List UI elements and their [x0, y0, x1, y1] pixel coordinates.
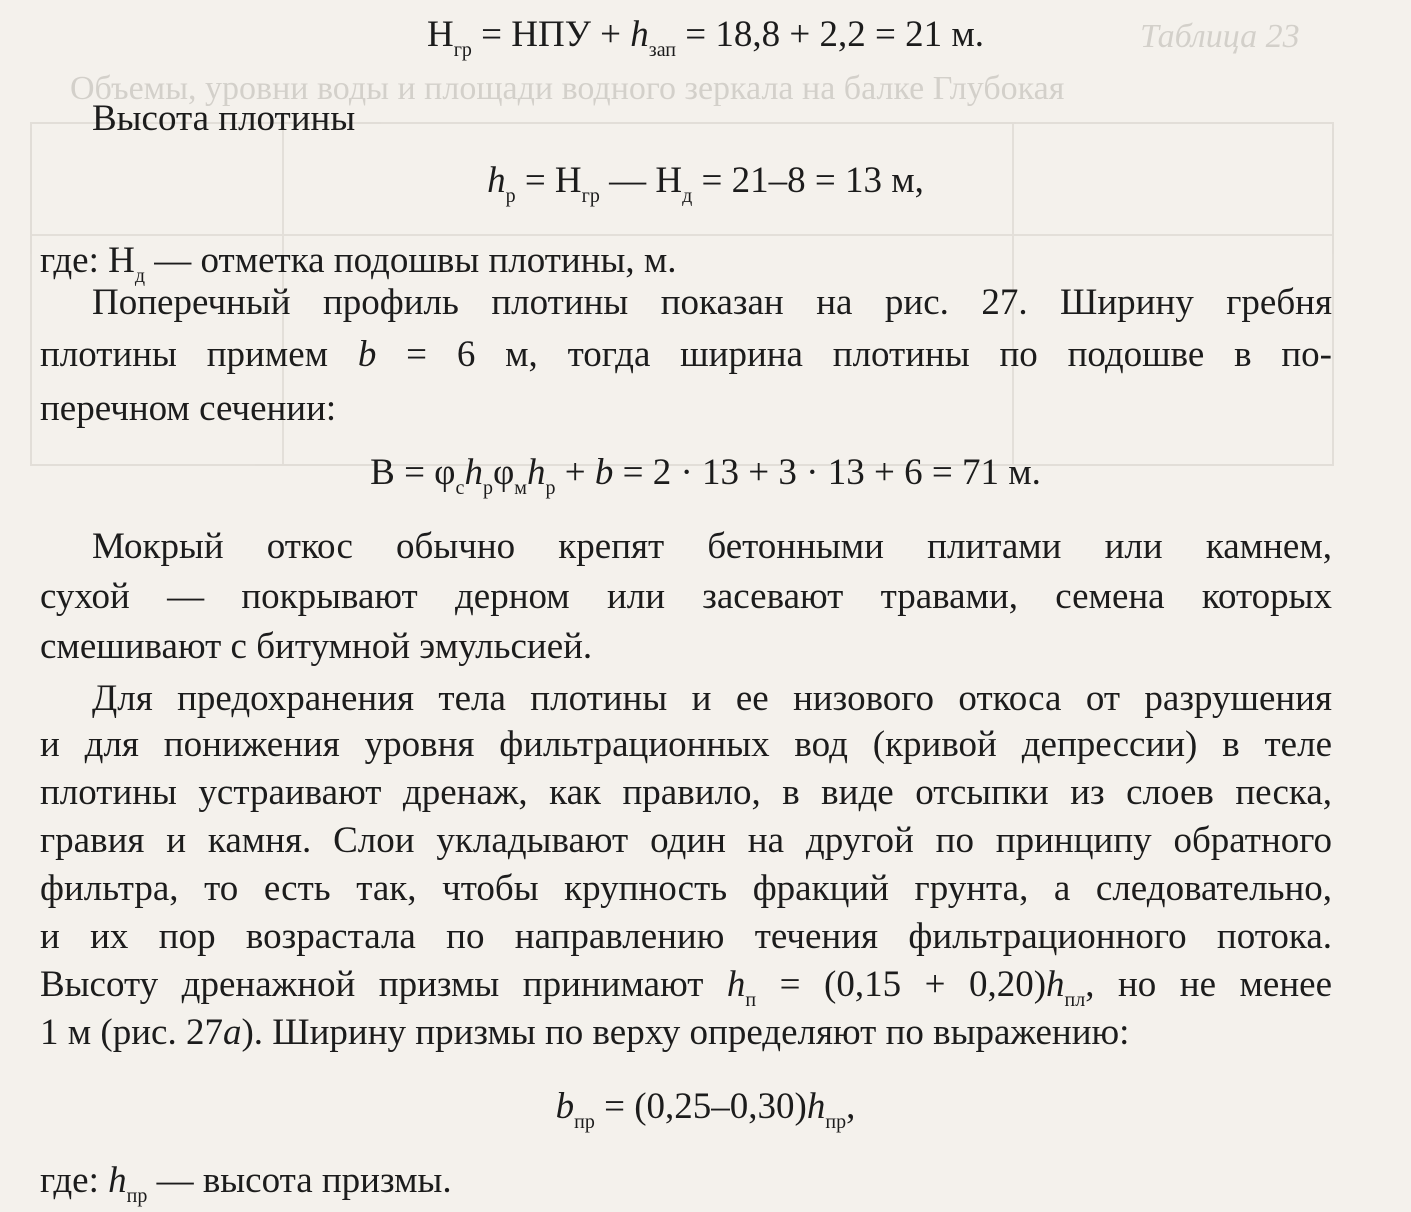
paragraph-profile-line-1: Поперечный профиль плотины показан на рис. 27. Ширину гребня — [92, 282, 1332, 323]
paragraph-drain-line-3: плотины устраивают дренаж, как правило, в виде отсыпки из слоев песка, — [40, 772, 1332, 813]
paragraph-profile-line-2: плотины примем b = 6 м, тогда ширина плотины по подошве в по- — [40, 334, 1333, 375]
paragraph-drain-line-8: 1 м (рис. 27а). Ширину призмы по верху определяют по выражению: — [40, 1012, 1130, 1053]
paragraph-drain-line-1: Для предохранения тела плотины и ее низового откоса от разрушения — [92, 678, 1332, 719]
paragraph-drain-line-7: Высоту дренажной призмы принимают $h_п = (0,15 + 0,20)h_{пл}$, но не менее — [40, 964, 1332, 1011]
formula-dam-height: $h_р = Н_{гр}$ — $Н_д = 21-8 = 13$ м, — [487, 160, 924, 207]
paragraph-drain-line-2: и для понижения уровня фильтрационных вод (кривой депрессии) в теле — [40, 724, 1332, 765]
paragraph-slope-line-3: смешивают с битумной эмульсией. — [40, 626, 593, 667]
formula-base-width: $В = \varphi_сh_р\varphi_мh_р + b = 2 \cdot 13 + 3 \cdot 13 + 6 = 71$ м. — [370, 452, 1041, 499]
paragraph-drain-line-4: гравия и камня. Слои укладывают один на другой по принципу обратного — [40, 820, 1332, 861]
paragraph-drain-line-5: фильтра, то есть так, чтобы крупность фракций грунта, а следовательно, — [40, 868, 1332, 909]
paragraph-slope-line-1: Мокрый откос обычно крепят бетонными плитами или камнем, — [92, 526, 1332, 567]
paragraph-profile-line-3: перечном сечении: — [40, 388, 337, 429]
paragraph-slope-line-2: сухой — покрывают дерном или засевают травами, семена которых — [40, 576, 1332, 617]
paragraph-drain-line-6: и их пор возрастала по направлению течения фильтрационного потока. — [40, 916, 1332, 957]
formula-crest-elevation: $Н_{гр}$ = НПУ + $h_{зап} = 18,8 + 2,2 = 21$ м. — [426, 14, 985, 61]
bleed-table-title: Объемы, уровни воды и площади водного зеркала на балке Глубокая — [70, 70, 1065, 107]
bleed-table-caption: Таблица 23 — [1140, 18, 1300, 55]
definition-base-elevation: где: $Н_д$ — отметка подошвы плотины, м. — [40, 240, 677, 287]
formula-prism-width: $b_{пр} = (0,25-0,30)h_{пр}$, — [555, 1086, 856, 1133]
dam-height-label: Высота плотины — [92, 98, 356, 139]
definition-prism-height: где: $h_{пр}$ — высота призмы. — [40, 1160, 452, 1207]
